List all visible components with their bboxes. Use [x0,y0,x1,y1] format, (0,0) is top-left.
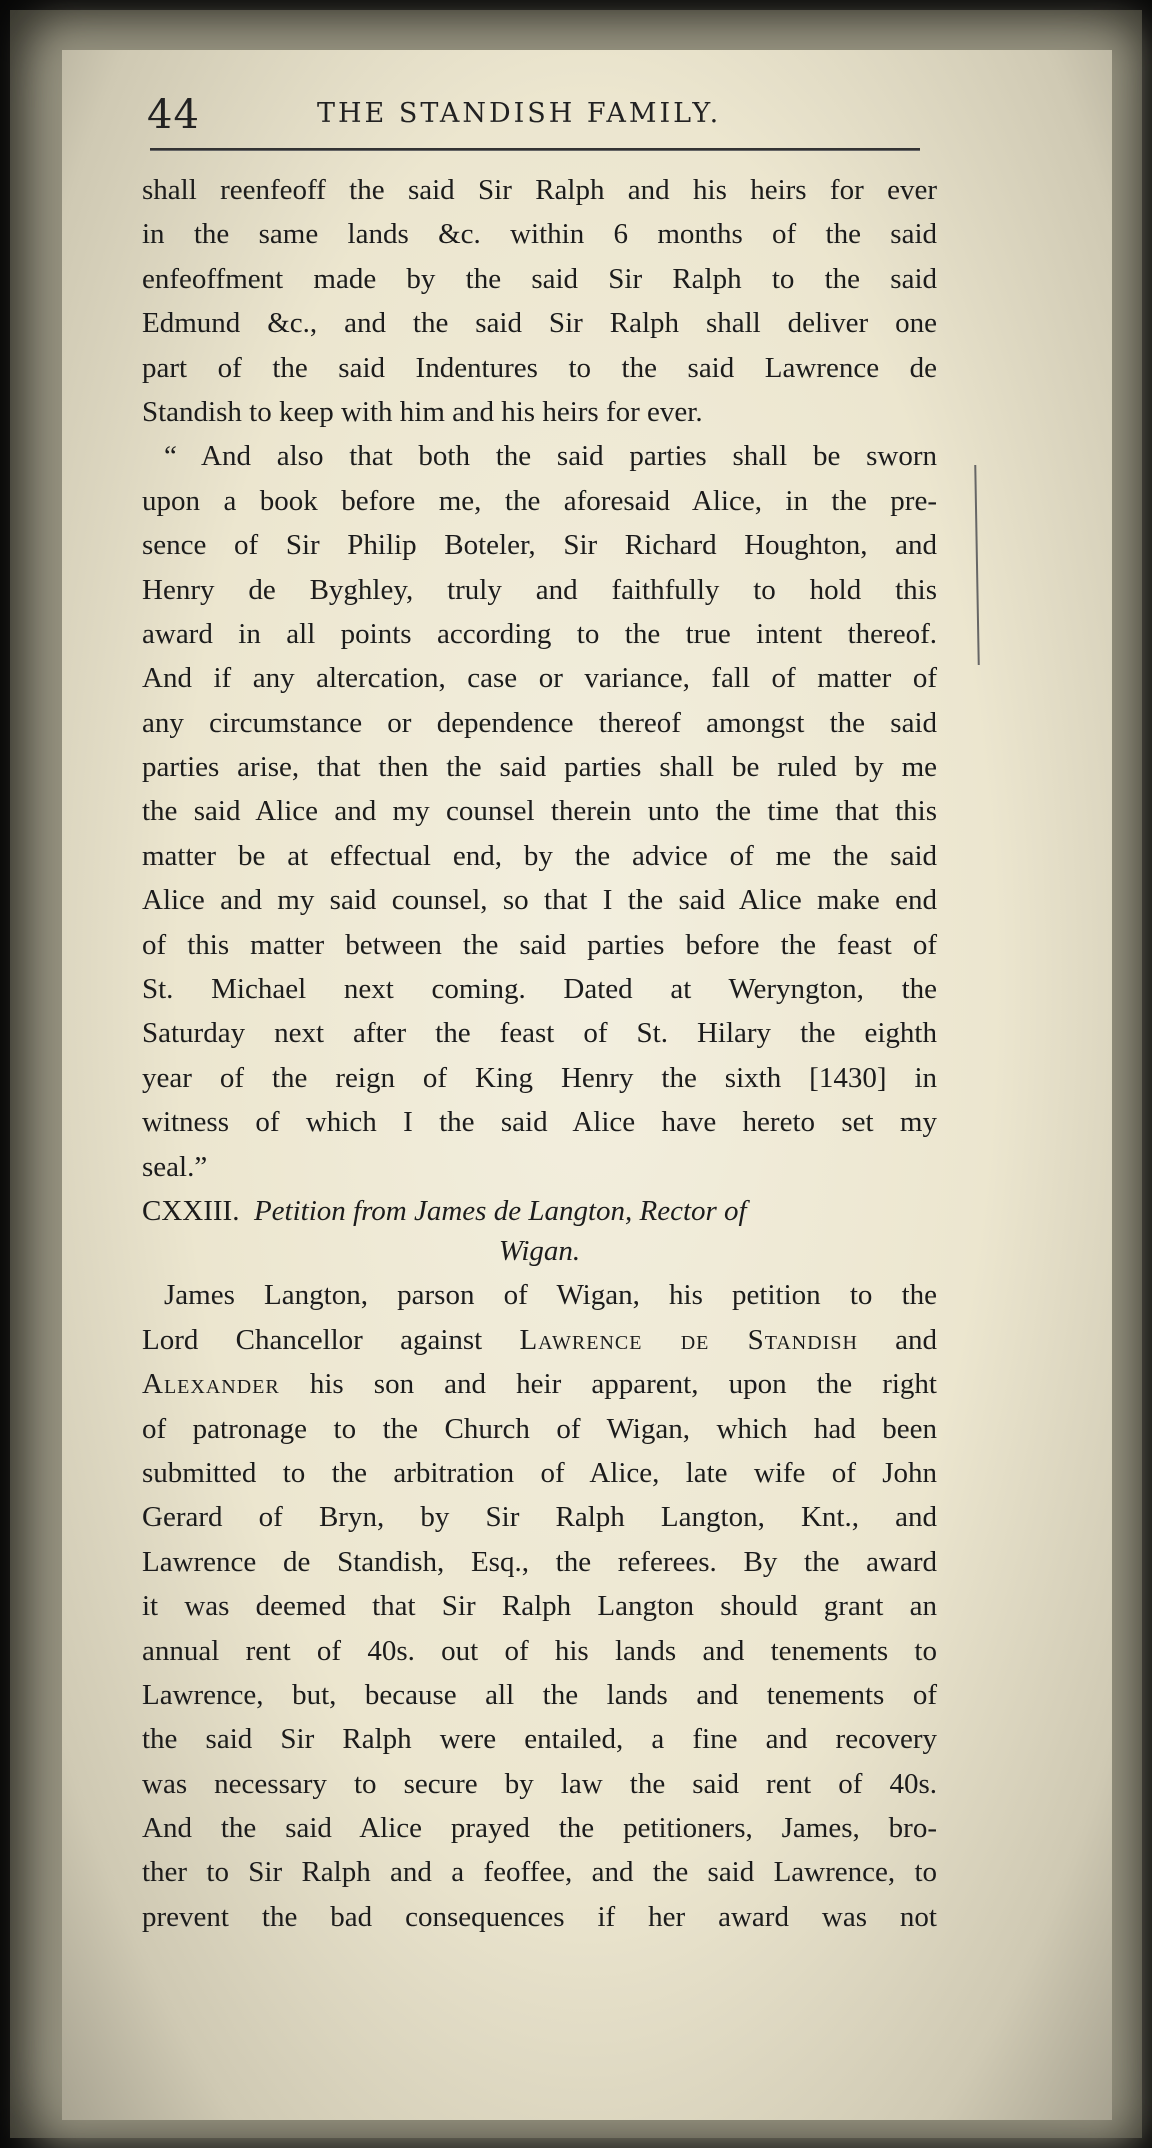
text-line: the said Sir Ralph were entailed, a fine and recovery [142,1723,937,1756]
paragraph-petition [142,1273,937,1939]
text-line: any circumstance or dependence thereof amongst the said [142,706,937,739]
text-line: Edmund &c., and the said Sir Ralph shall deliver one [142,307,937,340]
section-title-continued: Wigan. [498,1235,581,1268]
photo-frame [10,10,1142,2138]
text-line: Lawrence, but, because all the lands and tenements of [142,1678,937,1711]
text-line: part of the said Indentures to the said Lawrence de [142,351,937,384]
book-page [62,50,1112,2120]
text-line: was necessary to secure by law the said rent of 40s. [142,1767,937,1800]
running-head: THE STANDISH FAMILY. [317,98,722,129]
text-line [142,1318,937,1362]
paragraph-award-terms [142,168,937,434]
text-line: Standish to keep with him and his heirs for ever. [142,395,703,428]
text-line: award in all points according to the true intent thereof. [142,617,937,650]
text-line: annual rent of 40s. out of his lands and tenements to [142,1634,937,1667]
small-caps-name: Alexander [142,1368,280,1401]
paragraph-sworn-oath [142,434,937,1189]
text-line: in the same lands &c. within 6 months of the said [142,218,937,251]
text-line: Henry de Byghley, truly and faithfully to hold this [142,573,937,606]
text-line: Alice and my said counsel, so that I the said Alice make end [142,884,937,917]
section-number: CXXIII. [142,1194,240,1227]
text-line: St. Michael next coming. Dated at Weryngton, the [142,973,937,1006]
text-line: of patronage to the Church of Wigan, which had been [142,1412,937,1445]
text-span: and [857,1323,938,1356]
text-line: year of the reign of King Henry the sixth [1430] in [142,1061,937,1094]
section-heading [142,1189,937,1273]
text-line: And the said Alice prayed the petitioners, James, bro- [142,1812,937,1845]
text-line: Lawrence de Standish, Esq., the referees. By the award [142,1545,937,1578]
text-line: seal.” [142,1150,208,1183]
header-rule [150,148,920,151]
text-line: enfeoffment made by the said Sir Ralph to the said [142,262,937,295]
text-line: submitted to the arbitration of Alice, late wife of John [142,1456,937,1489]
text-line: Saturday next after the feast of St. Hilary the eighth [142,1017,937,1050]
margin-pencil-mark [974,465,979,665]
text-line: it was deemed that Sir Ralph Langton should grant an [142,1590,937,1623]
small-caps-name: Lawrence de Standish [519,1323,858,1356]
text-line: upon a book before me, the aforesaid Alice, in the pre- [142,484,937,517]
text-line: sence of Sir Philip Boteler, Sir Richard Houghton, and [142,529,937,562]
text-line: the said Alice and my counsel therein unto the time that this [142,795,937,828]
text-line: of this matter between the said parties before the feast of [142,928,937,961]
text-line: matter be at effectual end, by the advice of me the said [142,839,937,872]
text-line: ther to Sir Ralph and a feoffee, and the said Lawrence, to [142,1856,937,1889]
section-title: Petition from James de Langton, Rector of [253,1194,747,1227]
body-text [142,168,937,1939]
text-span: Lord Chancellor against [142,1323,520,1356]
page-number: 44 [147,92,200,138]
text-line [142,1362,937,1406]
text-line: And if any altercation, case or variance, fall of matter of [142,662,937,695]
text-span: his son and heir apparent, upon the right [279,1368,937,1401]
text-line: parties arise, that then the said parties shall be ruled by me [142,751,937,784]
page-header [147,88,922,148]
text-line: witness of which I the said Alice have hereto set my [142,1106,937,1139]
text-line: “ And also that both the said parties shall be sworn [164,440,937,473]
text-line: Gerard of Bryn, by Sir Ralph Langton, Knt., and [142,1501,937,1534]
text-line: shall reenfeoff the said Sir Ralph and his heirs for ever [142,174,937,206]
text-line: prevent the bad consequences if her award was not [142,1900,937,1933]
text-line: James Langton, parson of Wigan, his petition to the [164,1279,937,1312]
